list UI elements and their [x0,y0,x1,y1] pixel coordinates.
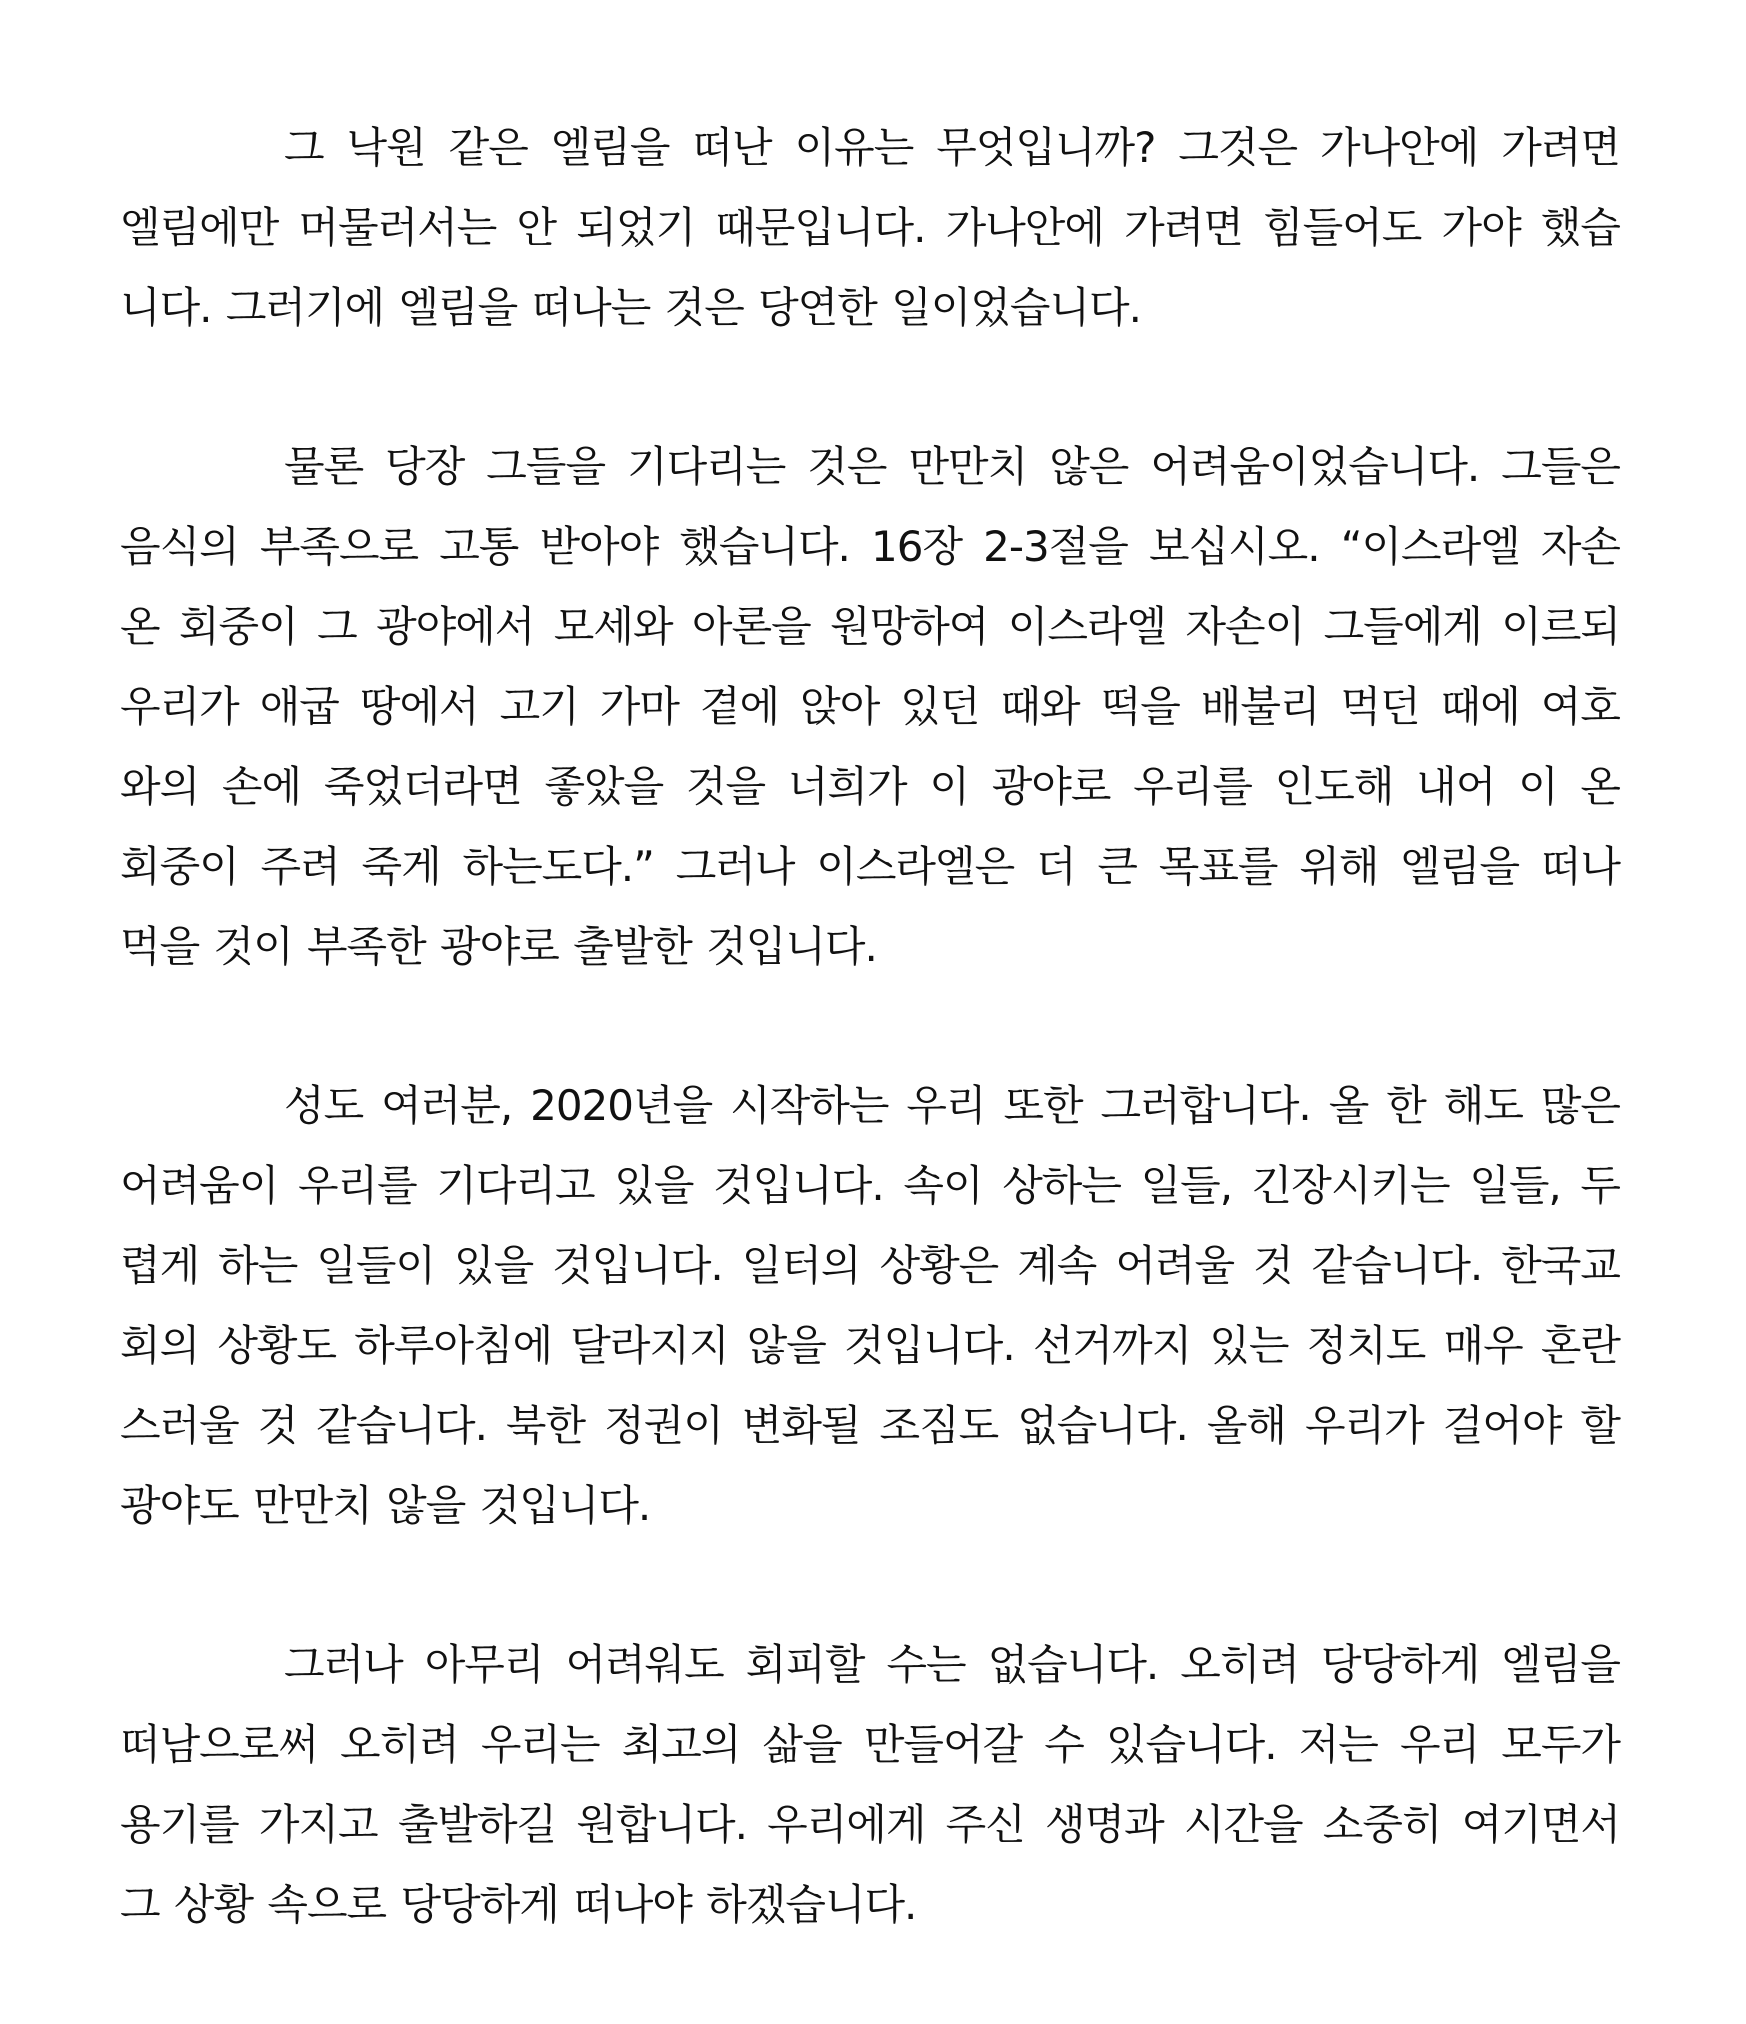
paragraph-line: 용기를 가지고 출발하길 원합니다. 우리에게 주신 생명과 시간을 소중히 여기면서 [120,1800,1620,1849]
paragraph-line: 회의 상황도 하루아침에 달라지지 않을 것입니다. 선거까지 있는 정치도 매우 혼란 [120,1321,1620,1370]
paragraph-line: 음식의 부족으로 고통 받아야 했습니다. 16장 2-3절을 보십시오. “이스라엘 자손 [120,522,1620,571]
paragraph-line: 광야도 만만치 않을 것입니다. [120,1481,651,1530]
paragraph-line: 우리가 애굽 땅에서 고기 가마 곁에 앉아 있던 때와 떡을 배불리 먹던 때에 여호 [120,682,1620,731]
paragraph-line: 물론 당장 그들을 기다리는 것은 만만치 않은 어려움이었습니다. 그들은 [284,442,1620,491]
paragraph-4 [120,1625,1620,1945]
paragraph-line: 그 상황 속으로 당당하게 떠나야 하겠습니다. [120,1880,917,1929]
paragraph-line: 렵게 하는 일들이 있을 것입니다. 일터의 상황은 계속 어려울 것 같습니다. 한국교 [120,1241,1620,1290]
paragraph-line: 그 낙원 같은 엘림을 떠난 이유는 무엇입니까? 그것은 가나안에 가려면 [284,123,1620,172]
paragraph-line: 와의 손에 죽었더라면 좋았을 것을 너희가 이 광야로 우리를 인도해 내어 이 온 [120,762,1620,811]
paragraph-line: 스러울 것 같습니다. 북한 정권이 변화될 조짐도 없습니다. 올해 우리가 걸어야 할 [120,1401,1620,1450]
paragraph-line: 성도 여러분, 2020년을 시작하는 우리 또한 그러합니다. 올 한 해도 많은 [284,1081,1620,1130]
paragraph-1 [120,108,1620,348]
paragraph-line: 그러나 아무리 어려워도 회피할 수는 없습니다. 오히려 당당하게 엘림을 [284,1640,1620,1689]
paragraph-3 [120,1066,1620,1546]
paragraph-line: 어려움이 우리를 기다리고 있을 것입니다. 속이 상하는 일들, 긴장시키는 일들, 두 [120,1161,1620,1210]
document-body [120,108,1620,2024]
paragraph-line: 떠남으로써 오히려 우리는 최고의 삶을 만들어갈 수 있습니다. 저는 우리 모두가 [120,1720,1620,1769]
paragraph-line: 엘림에만 머물러서는 안 되었기 때문입니다. 가나안에 가려면 힘들어도 가야 했습 [120,203,1620,252]
paragraph-line: 먹을 것이 부족한 광야로 출발한 것입니다. [120,922,877,971]
paragraph-2 [120,427,1620,987]
paragraph-line: 온 회중이 그 광야에서 모세와 아론을 원망하여 이스라엘 자손이 그들에게 이르되 [120,602,1620,651]
paragraph-line: 니다. 그러기에 엘림을 떠나는 것은 당연한 일이었습니다. [120,283,1141,332]
paragraph-line: 회중이 주려 죽게 하는도다.” 그러나 이스라엘은 더 큰 목표를 위해 엘림을 떠나 [120,842,1620,891]
